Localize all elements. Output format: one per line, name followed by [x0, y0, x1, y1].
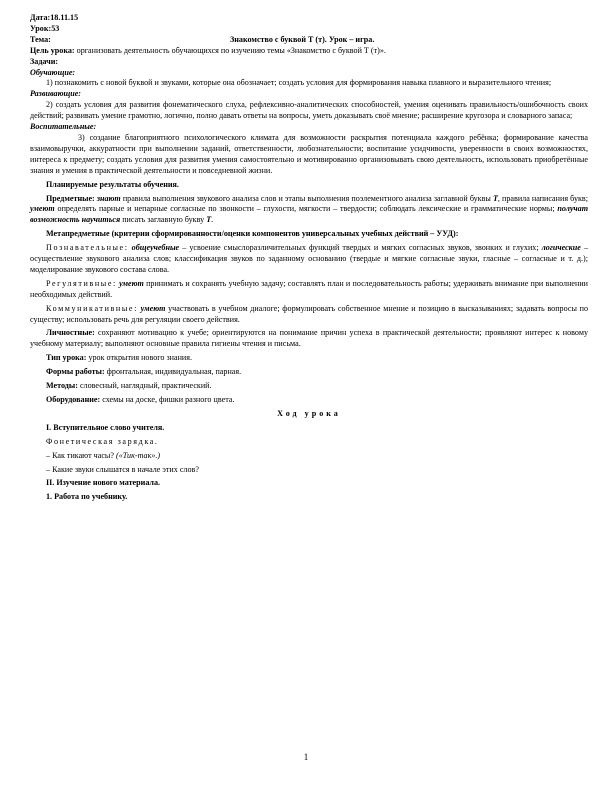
subject-know: знают	[94, 193, 121, 203]
communicative-results	[30, 304, 588, 326]
question-1	[30, 451, 588, 462]
equipment-line	[30, 395, 588, 406]
question-1-text: – Как тикают часы?	[46, 450, 116, 460]
lesson-label: Урок:	[30, 23, 52, 33]
subject-end: .	[211, 215, 214, 225]
date-line	[30, 13, 588, 24]
cognitive-logical: логические	[541, 243, 581, 253]
communicative-can: умеют	[137, 303, 166, 313]
date-value: 18.11.15	[50, 13, 79, 22]
upbringing-heading: Воспитательные:	[30, 122, 97, 132]
methods-line	[30, 381, 588, 392]
subject-letter-2: Т	[206, 215, 212, 225]
equipment-label: Оборудование:	[46, 395, 101, 404]
goal-label: Цель урока:	[30, 45, 75, 55]
subject-text-1: правила выполнения звукового анализа слов и этапы выполнения поэлементного анализа заглавной буквы	[120, 193, 493, 203]
subject-letter: Т	[492, 193, 498, 203]
regulative-results	[30, 279, 588, 301]
personal-text: сохраняют мотивацию к учебе; ориентируются на понимание причин успеха в практической деятельности; проявляют интерес к новому учебному материалу; выполняют основные правила гигиены чтения и письма.	[30, 328, 588, 349]
question-1-answer: («Тик-так».)	[116, 450, 161, 460]
lesson-type-value: урок открытия нового знания.	[86, 353, 192, 363]
developing-heading: Развивающие:	[30, 89, 82, 99]
personal-results	[30, 328, 588, 350]
lesson-line	[30, 24, 588, 35]
personal-label: Личностные:	[46, 328, 95, 338]
upbringing-task: 3) создание благоприятного психологического климата для возможности раскрытия потенциала каждого ребёнка; формирование качества взаимовыручки, аккуратности при выполнении заданий, ответственности, любознательности; воспитание усидчивости, уверенности в своих возможностях, интереса к предмету; создать условия для развития умения самостоятельно и мотивированно организовывать свою деятельность, использовать приобретённые знания и умения в практической деятельности и повседневной жизни.	[30, 132, 588, 175]
topic-value: Знакомство с буквой Т (т). Урок – игра.	[230, 34, 375, 44]
cognitive-text-2: – осуществление звукового анализа слов; классификация звуков по заданному основанию (твердые и мягкие согласные звуки, гласные – согласные и т. д.); моделирование звукового состава слова.	[30, 243, 588, 274]
lesson-plan-content	[30, 13, 588, 503]
communicative-text: участвовать в учебном диалоге; формулировать собственное мнение и позицию в высказываниях; задавать вопросы по существу; использовать речь для регуляции своего действия.	[30, 303, 588, 324]
cognitive-general: общеучебные	[128, 243, 180, 253]
results-heading: Планируемые результаты обучения.	[46, 179, 179, 189]
lesson-value: 53	[51, 23, 60, 33]
cognitive-results	[30, 243, 588, 276]
subject-text-2: , правила написания букв;	[497, 193, 588, 203]
lesson-course-heading: Ход урока	[277, 408, 341, 418]
cognitive-label: Познавательные:	[46, 243, 129, 253]
subject-text-4: писать заглавную букву	[120, 215, 207, 225]
phonetic-warmup: Фонетическая зарядка.	[46, 436, 159, 446]
page-number: 1	[303, 752, 309, 762]
subject-can: умеют	[30, 204, 55, 214]
regulative-text: принимать и сохранять учебную задачу; составлять план и последовательность работы; удерживать внимание при выполнении необходимых действий.	[30, 278, 588, 299]
subject-label: Предметные:	[46, 193, 95, 203]
regulative-can: умеют	[116, 278, 144, 288]
date-label: Дата:	[30, 13, 51, 22]
work-forms-label: Формы работы:	[46, 367, 105, 377]
question-2: – Какие звуки слышатся в начале этих слов?	[46, 464, 199, 474]
work-forms-value: фронтальная, индивидуальная, парная.	[104, 367, 242, 377]
regulative-label: Регулятивные:	[46, 278, 117, 288]
work-forms-line	[30, 367, 588, 378]
educational-heading: Обучающие:	[30, 67, 76, 77]
developing-task: 2) создать условия для развития фонематического слуха, рефлексивно-аналитических способностей, умения оценивать правильность/ошибочность своих действий; развивать умение грамотно, логично, полно давать ответы на вопросы, уметь доказывать своё мнение; расширение кругозора и словарного запаса;	[30, 100, 588, 121]
topic-label: Тема:	[30, 34, 51, 44]
section-2-1-heading: 1. Работа по учебнику.	[46, 492, 128, 502]
lesson-type-line	[30, 353, 588, 364]
subject-opportunity: получат возможность научиться	[30, 204, 588, 225]
goal-text: организовать деятельность обучающихся по изучению темы «Знакомство с буквой Т (т)».	[74, 45, 386, 55]
subject-text-3: определять парные и непарные согласные по звонкости – глухости, мягкости – твердости; соблюдать лексические и грамматические нормы;	[54, 204, 558, 214]
section-2-heading: II. Изучение нового материала.	[46, 478, 161, 488]
section-1-heading: I. Вступительное слово учителя.	[46, 422, 165, 432]
lesson-type-label: Тип урока:	[46, 353, 87, 363]
subject-results	[30, 194, 588, 227]
communicative-label: Коммуникативные:	[46, 303, 138, 313]
methods-value: словесный, наглядный, практический.	[77, 381, 212, 391]
educational-task: 1) познакомить с новой буквой и звуками, которые она обозначает; создать условия для формирования навыка плавного и выразительного чтения;	[46, 78, 552, 88]
tasks-heading: Задачи:	[30, 56, 59, 66]
goal-line	[30, 46, 588, 57]
topic-line	[30, 35, 588, 46]
meta-results-heading: Метапредметные (критерии сформированности/оценки компонентов универсальных учебных действий – УУД):	[46, 229, 459, 239]
methods-label: Методы:	[46, 381, 78, 391]
cognitive-text-1: – усвоение смыслоразличительных функций твердых и мягких согласных звуков, звонких и глухих;	[179, 243, 542, 253]
equipment-value: схемы на доске, фишки разного цвета.	[100, 395, 235, 404]
